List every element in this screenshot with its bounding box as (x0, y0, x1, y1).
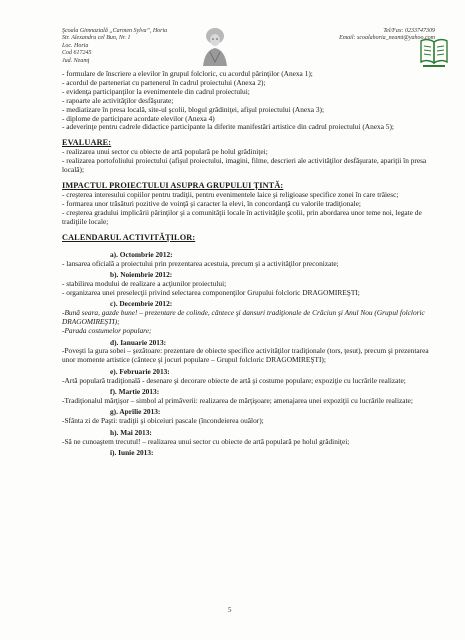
school-county: Jud. Neamţ (62, 57, 90, 64)
list-item: -Să ne cunoaştem trecutul! – realizarea unui sector cu obiecte de artă populară pe holul grădiniţei; (62, 436, 350, 446)
school-postal-code: Cod 617245 (62, 50, 92, 57)
section-heading-calendar: CALENDARUL ACTIVITĂŢILOR: (62, 232, 196, 242)
page-number: 5 (228, 606, 232, 614)
list-item: - formulare de înscriere a elevilor în grupul folcloric, cu acordul părinţilor (Anexa 1); (62, 69, 313, 78)
list-item: - realizarea portofoliului proiectului (afişul proiectului, imagini, filme, descrieri ale activităţilor desfăşurate, apariţii în presa locală); (62, 156, 427, 175)
section-heading-evaluare: EVALUARE: (62, 138, 112, 148)
list-item: - lansarea oficială a proiectului prin prezentarea acestuia, precum şi a activităţilor preconizate; (62, 258, 339, 268)
book-logo-icon (420, 38, 448, 68)
document-body (62, 70, 432, 458)
list-item: - formarea unor trăsături pozitive de voinţă şi caracter la elevi, în concordanţă cu valorile tradiţionale; (62, 198, 361, 208)
month-title: d). Ianuarie 2013: (110, 337, 167, 347)
school-patron-portrait-icon (200, 26, 230, 66)
list-item: - stabilirea modului de realizare a acţiunilor proiectului; (62, 279, 227, 289)
list-item: -Artă populară tradiţională - desenare şi decorare obiecte de artă şi costume populare; expoziţie cu lucrările realizate; (62, 375, 406, 385)
month-title: g). Aprilie 2013: (110, 407, 161, 417)
month-title: h). Mai 2013: (110, 427, 152, 437)
school-name: Şcoala Gimnazială „Carmen Sylva”, Horia (62, 28, 168, 34)
list-item: -Sfânta zi de Paşti: tradiţii şi obiceiuri pascale (încondeierea ouălor); (62, 416, 264, 426)
school-address-block (62, 28, 202, 65)
month-title: i). Iunie 2013: (110, 448, 154, 458)
month-title: f). Martie 2013: (110, 387, 160, 397)
list-item: - mediatizare în presa locală, site-ul şcolii, blogul grădiniţei, afişul proiectului (Anexa 3); (62, 104, 325, 114)
month-title: b). Noiembrie 2012: (110, 270, 173, 280)
list-item: - diplome de participare acordate elevilor (Anexa 4) (62, 113, 215, 123)
list-item: -Parada costumelor populare; (62, 326, 152, 336)
list-item: -Poveşti la gura sobei – şezătoare: prezentare de obiecte specifice activităţilor tradiţionale (tors, ţesut), precum şi prezentarea unor momente artistice (cântece şi jocuri populare – Grupul folcloric DRAGOMIREŞTI); (62, 346, 429, 365)
contact-block (285, 28, 435, 43)
list-item: - rapoarte ale activităţilor desfăşurate; (62, 95, 174, 105)
email: Email: scoalahoria_neamt@yahoo.com (339, 35, 435, 42)
school-street: Str. Alexandru cel Bun, Nr. 1 (62, 35, 131, 42)
list-item: -Tradiţionalul mărţişor – simbol al primăverii: realizarea de mărţişoare; amenajarea unei expoziţii cu lucrările realizate; (62, 396, 413, 405)
month-title: e). Februarie 2013: (110, 366, 170, 376)
month-title: c). Decembrie 2012: (110, 299, 173, 309)
list-item: - creşterea gradului implicării părinţilor şi a comunităţii locale în activităţile şcolii, prin abordarea unor teme noi, legate de tradiţiile locale; (62, 207, 422, 226)
month-title: a). Octombrie 2012: (110, 249, 173, 259)
school-locality: Loc. Horia (62, 42, 89, 49)
phone-fax: Tel/Fax: 0233747309 (383, 28, 435, 34)
list-item: - creşterea interesului copiilor pentru tradiţii, pentru evenimentele laice şi religioase specifice zonei în care trăiesc; (62, 189, 399, 199)
list-item: - adeverinţe pentru cadrele didactice participante la diferite manifestări artistice din cadrul proiectului (Anexa 5); (62, 122, 394, 132)
list-item: - acordul de parteneriat cu partenerul în cadrul proiectului (Anexa 2); (62, 77, 266, 87)
list-item: - evidenţa participanţilor la evenimentele din cadrul proiectului; (62, 86, 250, 96)
section-heading-impact: IMPACTUL PROIECTULUI ASUPRA GRUPULUI ŢINTĂ: (62, 180, 284, 190)
list-item: - organizarea unei preselecţii privind selectarea componenţilor Grupului folcloric DRAGOMIREŞTI; (62, 288, 360, 298)
list-item: - realizarea unui sector cu obiecte de artă populară pe holul grădiniţei; (62, 147, 268, 157)
list-item: -Bună seara, gazde bune! – prezentare de colinde, cântece şi dansuri tradiţionale de Crăciun şi Anul Nou (Grupul folcloric DRAGOMIREŞTI); (62, 308, 425, 327)
